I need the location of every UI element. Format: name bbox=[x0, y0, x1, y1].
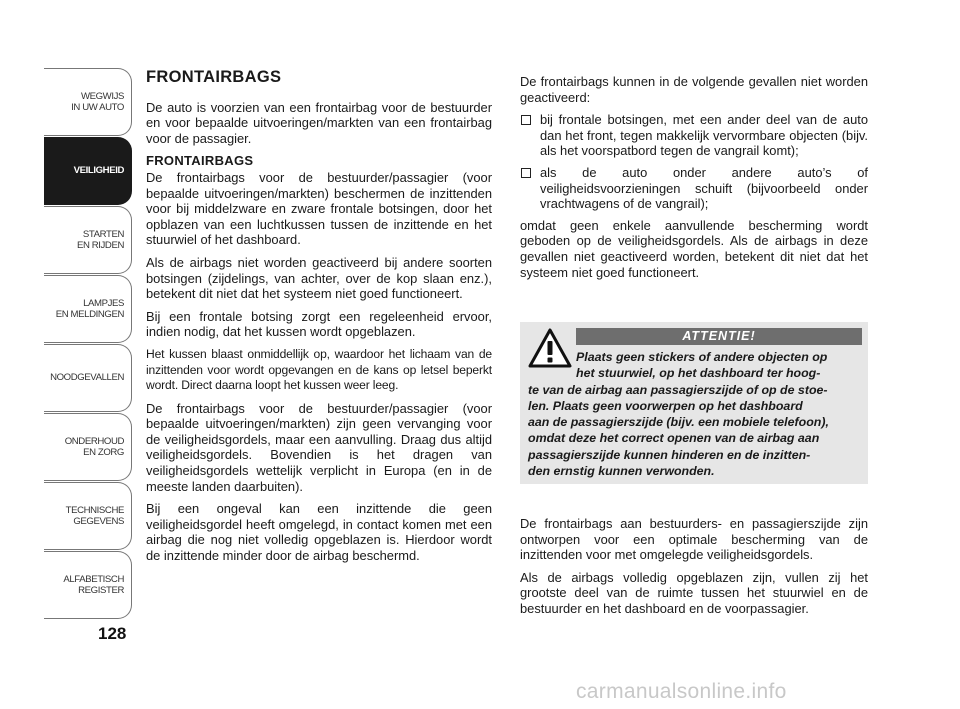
list-item bbox=[520, 112, 868, 159]
list-item bbox=[520, 165, 868, 212]
body-paragraph: De frontairbags aan bestuurders- en passagierszijde zijn ontworpen voor een optimale bescherming van de inzittenden voor met omgelegde veiligheidsgordels. bbox=[520, 516, 868, 563]
warning-line: passagierszijde kunnen hinderen en de inzitten- bbox=[528, 447, 811, 462]
body-paragraph: Bij een frontale botsing zorgt een regeleenheid ervoor, indien nodig, dat het kussen wordt opgeblazen. bbox=[146, 308, 492, 340]
tab-wegwijs[interactable]: WEGWIJS IN UW AUTO bbox=[44, 68, 132, 136]
list-item-text: als de auto onder andere auto’s of veiligheidsvoorzieningen schuift (bijvoorbeeld onder vrachtwagens of de vangrail); bbox=[540, 164, 868, 212]
left-column bbox=[146, 68, 492, 571]
body-paragraph: Bij een ongeval kan een inzittende die geen veiligheidsgordel heeft omgelegd, in contact komen met een airbag die nog niet volledig opgeblazen is. Hierdoor wordt de inzittende minder door de airbag beschermd. bbox=[146, 501, 492, 564]
body-paragraph: De frontairbags voor de bestuurder/passagier (voor bepaalde uitvoeringen/markten) beschermen de inzittenden voor bij middelzware en zware frontale botsingen, door het opblazen van een luchtkussen tussen de inzittende en het stuurwiel of het dashboard. bbox=[146, 169, 492, 248]
tab-alfabetisch[interactable]: ALFABETISCH REGISTER bbox=[44, 551, 132, 619]
warning-line: te van de airbag aan passagierszijde of op de stoe- bbox=[528, 382, 828, 397]
tab-lampjes[interactable]: LAMPJES EN MELDINGEN bbox=[44, 275, 132, 343]
warning-line: Plaats geen stickers of andere objecten op bbox=[576, 350, 828, 364]
section-subtitle: FRONTAIRBAGS bbox=[146, 153, 254, 169]
body-paragraph: Als de airbags volledig opgeblazen zijn, vullen zij het grootste deel van de ruimte tussen het stuurwiel en de bestuurder en het dashboard en de voorpassagier. bbox=[520, 569, 868, 616]
warning-line: len. Plaats geen voorwerpen op het dashboard bbox=[528, 398, 803, 413]
warning-line: den ernstig kunnen verwonden. bbox=[528, 464, 715, 479]
right-intro: De frontairbags kunnen in de volgende gevallen niet worden geactiveerd: bbox=[520, 74, 868, 105]
body-paragraph: Het kussen blaast onmiddellijk op, waardoor het lichaam van de inzittenden voor wordt opgevangen en de kans op letsel beperkt wordt. Direct daarna loopt het kussen weer leeg. bbox=[146, 346, 492, 393]
checkbox-bullet-icon bbox=[521, 168, 531, 178]
tab-technische[interactable]: TECHNISCHE GEGEVENS bbox=[44, 482, 132, 550]
warning-header: ATTENTIE! bbox=[576, 328, 862, 345]
list-item-text: bij frontale botsingen, met een ander deel van de auto dan het front, tegen makkelijk vervormbare objecten (bijv. als het voorspatbord tegen de vangrail komt); bbox=[540, 112, 868, 159]
watermark: carmanualsonline.info bbox=[576, 680, 787, 703]
warning-line: het stuurwiel, op het dashboard ter hoog- bbox=[576, 366, 821, 381]
after-bullets-paragraph: omdat geen enkele aanvullende bescherming wordt geboden op de veiligheidsgordels. Als de airbags in deze gevallen niet geactiveerd worden, betekent dit niet dat het systeem niet goed functioneert. bbox=[520, 217, 868, 280]
right-column bbox=[520, 74, 868, 287]
tab-veiligheid[interactable]: VEILIGHEID bbox=[44, 137, 132, 205]
body-paragraph: Als de airbags niet worden geactiveerd bij andere soorten botsingen (zijdelings, van achter, over de kop slaan enz.), betekent dit niet dat het systeem niet goed functioneert. bbox=[146, 254, 492, 302]
warning-line: omdat deze het correct openen van de airbag aan bbox=[528, 431, 820, 446]
warning-line: aan de passagierszijde (bijv. een mobiele telefoon), bbox=[528, 415, 829, 430]
right-column-bottom bbox=[520, 516, 868, 624]
checkbox-bullet-icon bbox=[521, 115, 531, 125]
intro-paragraph: De auto is voorzien van een frontairbag voor de bestuurder en voor bepaalde uitvoeringen/markten van een frontairbag voor de passagier. bbox=[146, 99, 492, 146]
body-paragraph: De frontairbags voor de bestuurder/passagier (voor bepaalde uitvoeringen/markten) zijn geen vervanging voor de veiligheidsgordels, maar een aanvulling. Draag dus altijd veiligheidsgordels. Bovendien is het dragen van veiligheidsgordels wettelijk verplicht in Europa (en in de meeste landen daarbuiten). bbox=[146, 400, 492, 494]
page-number: 128 bbox=[98, 624, 127, 643]
page-title: FRONTAIRBAGS bbox=[146, 68, 282, 86]
tab-onderhoud[interactable]: ONDERHOUD EN ZORG bbox=[44, 413, 132, 481]
tab-noodgevallen[interactable]: NOODGEVALLEN bbox=[44, 344, 132, 412]
warning-text bbox=[520, 349, 868, 479]
warning-box bbox=[520, 322, 868, 484]
tab-starten[interactable]: STARTEN EN RIJDEN bbox=[44, 206, 132, 274]
